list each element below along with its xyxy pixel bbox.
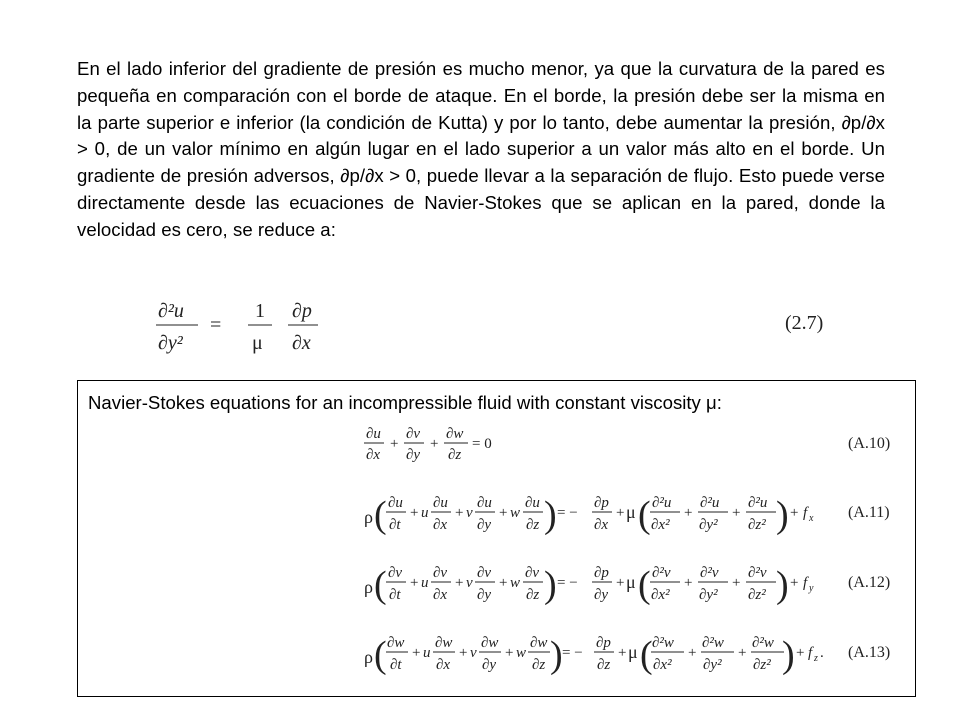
svg-text:+: +	[499, 575, 508, 591]
svg-text:∂u: ∂u	[525, 495, 540, 511]
navier-stokes-title: Navier-Stokes equations for an incompressible fluid with constant viscosity μ:	[88, 392, 722, 413]
svg-text:∂t: ∂t	[390, 657, 402, 673]
svg-text:+: +	[455, 505, 464, 521]
svg-text:∂y²: ∂y²	[699, 587, 718, 603]
svg-text:∂p: ∂p	[596, 635, 611, 651]
eq-2-7-coef-numerator: 1	[255, 300, 265, 322]
svg-text:∂²v: ∂²v	[652, 565, 671, 581]
svg-text:∂x: ∂x	[366, 447, 381, 463]
svg-text:+: +	[738, 645, 747, 661]
svg-text:v: v	[466, 575, 473, 591]
svg-text:∂y²: ∂y²	[699, 517, 718, 533]
eq-2-7-number: (2.7)	[785, 312, 824, 334]
svg-text:∂y: ∂y	[477, 587, 492, 603]
svg-text:∂x: ∂x	[433, 587, 448, 603]
svg-text:∂w: ∂w	[435, 635, 453, 651]
svg-text:f: f	[808, 645, 813, 661]
equation-a-12	[364, 564, 814, 606]
svg-text:u: u	[421, 505, 429, 521]
svg-text:∂x²: ∂x²	[653, 657, 672, 673]
svg-text:∂²u: ∂²u	[700, 495, 720, 511]
svg-text:+: +	[430, 436, 439, 452]
svg-text:+: +	[410, 505, 419, 521]
navier-stokes-box	[77, 380, 916, 697]
svg-text:+: +	[618, 645, 627, 661]
svg-text:): )	[550, 634, 563, 676]
svg-text:w: w	[516, 645, 527, 661]
svg-text:): )	[776, 494, 789, 536]
svg-text:∂p: ∂p	[594, 565, 609, 581]
svg-text:= −: = −	[557, 505, 578, 521]
svg-text:(: (	[640, 634, 653, 676]
svg-text:+: +	[499, 505, 508, 521]
svg-text:(: (	[374, 634, 387, 676]
svg-text:∂x²: ∂x²	[651, 587, 670, 603]
svg-text:∂y: ∂y	[477, 517, 492, 533]
svg-text:∂u: ∂u	[388, 495, 403, 511]
equation-a-10	[364, 426, 492, 463]
svg-text:+: +	[790, 505, 799, 521]
svg-text:∂²w: ∂²w	[652, 635, 674, 651]
svg-text:∂²u: ∂²u	[652, 495, 672, 511]
navier-stokes-equations	[78, 381, 915, 696]
svg-text:+: +	[616, 505, 625, 521]
svg-text:+: +	[459, 645, 468, 661]
svg-text:f: f	[803, 505, 808, 521]
svg-text:∂p: ∂p	[594, 495, 609, 511]
svg-text:∂z: ∂z	[597, 657, 611, 673]
svg-text:+: +	[688, 645, 697, 661]
equation-a-13	[364, 634, 824, 676]
svg-text:∂²v: ∂²v	[700, 565, 719, 581]
svg-text:μ: μ	[626, 502, 636, 522]
svg-text:ρ: ρ	[364, 507, 373, 527]
svg-text:+: +	[684, 505, 693, 521]
svg-text:∂v: ∂v	[406, 426, 421, 442]
svg-text:∂x: ∂x	[594, 517, 609, 533]
svg-text:∂y: ∂y	[482, 657, 497, 673]
svg-text:+: +	[796, 645, 805, 661]
svg-text:∂t: ∂t	[389, 587, 401, 603]
svg-text:∂w: ∂w	[530, 635, 548, 651]
svg-text:(: (	[374, 564, 387, 606]
eq-a-11-number: (A.11)	[848, 504, 890, 521]
svg-text:): )	[782, 634, 795, 676]
svg-text:v: v	[466, 505, 473, 521]
svg-text:∂v: ∂v	[525, 565, 540, 581]
svg-text:w: w	[510, 575, 521, 591]
svg-text:+: +	[505, 645, 514, 661]
svg-text:+: +	[390, 436, 399, 452]
svg-text:∂v: ∂v	[433, 565, 448, 581]
svg-text:.: .	[820, 645, 824, 661]
svg-text:∂z: ∂z	[448, 447, 462, 463]
body-paragraph: En el lado inferior del gradiente de presión es mucho menor, ya que la curvatura de la pared es pequeña en comparación con el borde de ataque. En el borde, la presión debe ser la misma en la parte superior e inferior (la condición de Kutta) y por lo tanto, debe aumentar la presión, ∂p/∂x > 0, de un valor mínimo en algún lugar en el lado superior a un valor más alto en el borde. Un gradiente de presión adversos, ∂p/∂x > 0, puede llevar a la separación de flujo. Esto puede verse directamente desde las ecuaciones de Navier-Stokes que se aplican en la pared, donde la velocidad es cero, se reduce a:	[77, 58, 885, 240]
equation-2-7	[150, 298, 850, 358]
svg-text:+: +	[410, 575, 419, 591]
svg-text:z: z	[814, 653, 818, 664]
svg-text:ρ: ρ	[364, 647, 373, 667]
svg-text:μ: μ	[626, 572, 636, 592]
svg-text:+: +	[455, 575, 464, 591]
eq-a-12-number: (A.12)	[848, 574, 891, 591]
equation-a-11	[364, 494, 814, 536]
svg-text:∂y: ∂y	[594, 587, 609, 603]
eq-a-10-number: (A.10)	[848, 435, 891, 452]
svg-text:+: +	[412, 645, 421, 661]
svg-text:∂y: ∂y	[406, 447, 421, 463]
svg-text:): )	[544, 564, 557, 606]
svg-text:∂x: ∂x	[433, 517, 448, 533]
svg-text:∂v: ∂v	[477, 565, 492, 581]
eq-2-7-rhs-numerator: ∂p	[292, 300, 312, 322]
svg-text:= −: = −	[562, 645, 583, 661]
svg-text:ρ: ρ	[364, 577, 373, 597]
svg-text:∂w: ∂w	[387, 635, 405, 651]
svg-text:= 0: = 0	[472, 436, 492, 452]
svg-text:y: y	[809, 583, 814, 594]
svg-text:∂z: ∂z	[526, 587, 540, 603]
eq-2-7-equals: =	[210, 314, 222, 336]
svg-text:∂z: ∂z	[526, 517, 540, 533]
svg-text:(: (	[638, 564, 651, 606]
eq-2-7-rhs-denominator: ∂x	[292, 332, 311, 354]
svg-text:∂z²: ∂z²	[748, 517, 766, 533]
eq-2-7-lhs-numerator: ∂²u	[158, 300, 184, 322]
svg-text:∂u: ∂u	[477, 495, 492, 511]
svg-text:u: u	[421, 575, 429, 591]
svg-text:∂t: ∂t	[389, 517, 401, 533]
svg-text:∂y²: ∂y²	[703, 657, 722, 673]
svg-text:): )	[544, 494, 557, 536]
svg-text:∂²v: ∂²v	[748, 565, 767, 581]
svg-text:f: f	[803, 575, 808, 591]
svg-text:(: (	[374, 494, 387, 536]
svg-text:+: +	[732, 575, 741, 591]
svg-text:): )	[776, 564, 789, 606]
svg-text:∂u: ∂u	[366, 426, 381, 442]
svg-text:∂z²: ∂z²	[753, 657, 771, 673]
svg-text:+: +	[616, 575, 625, 591]
svg-text:∂u: ∂u	[433, 495, 448, 511]
svg-text:∂z²: ∂z²	[748, 587, 766, 603]
svg-text:∂w: ∂w	[481, 635, 499, 651]
svg-text:μ: μ	[628, 642, 638, 662]
svg-text:+: +	[684, 575, 693, 591]
svg-text:+: +	[790, 575, 799, 591]
eq-2-7-lhs-denominator: ∂y²	[158, 332, 183, 354]
svg-text:∂²u: ∂²u	[748, 495, 768, 511]
svg-text:(: (	[638, 494, 651, 536]
svg-text:+: +	[732, 505, 741, 521]
svg-text:∂²w: ∂²w	[752, 635, 774, 651]
svg-text:∂x: ∂x	[436, 657, 451, 673]
svg-text:∂w: ∂w	[446, 426, 464, 442]
svg-text:∂v: ∂v	[388, 565, 403, 581]
svg-text:u: u	[423, 645, 431, 661]
svg-text:v: v	[470, 645, 477, 661]
eq-a-13-number: (A.13)	[848, 644, 891, 661]
eq-2-7-coef-denominator: μ	[252, 332, 263, 354]
svg-text:∂z: ∂z	[532, 657, 546, 673]
svg-text:x: x	[809, 513, 814, 524]
svg-text:∂x²: ∂x²	[651, 517, 670, 533]
svg-text:w: w	[510, 505, 521, 521]
svg-text:∂²w: ∂²w	[702, 635, 724, 651]
svg-text:= −: = −	[557, 575, 578, 591]
